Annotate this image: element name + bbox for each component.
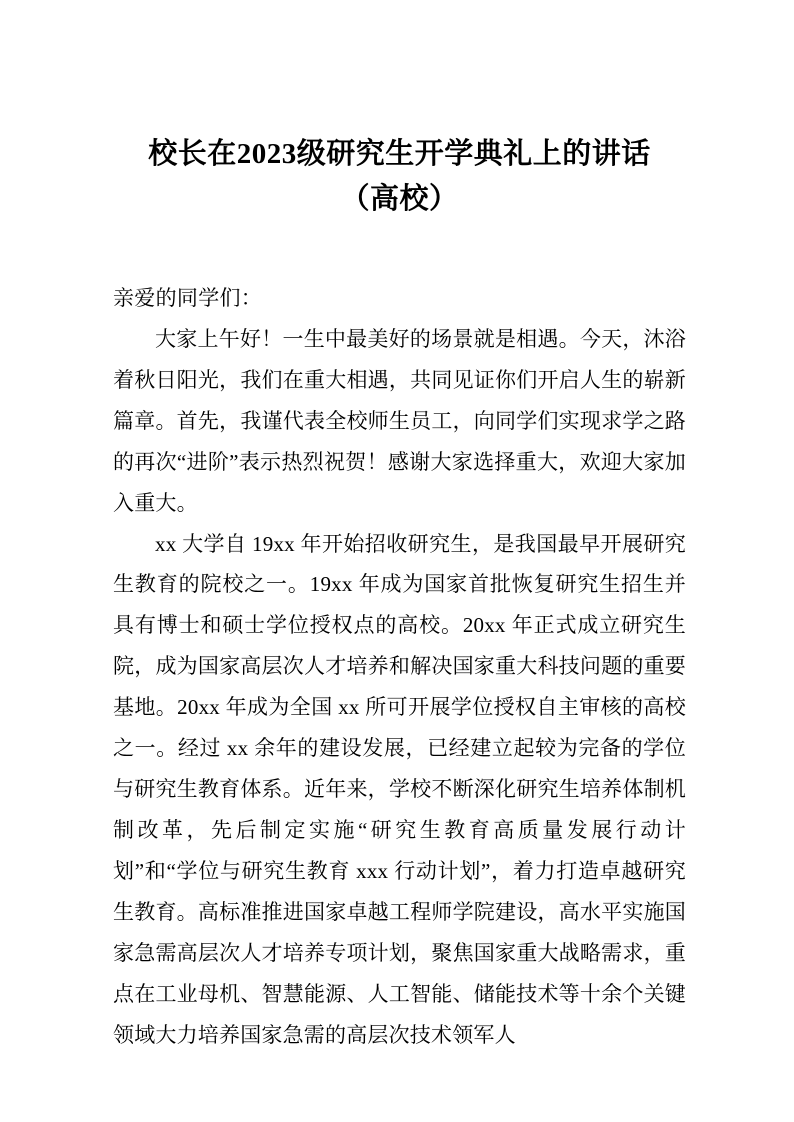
title-spacer [113, 222, 686, 278]
body-paragraph-1: 大家上午好！一生中最美好的场景就是相遇。今天，沐浴着秋日阳光，我们在重大相遇，共同见证你们开启人生的崭新篇章。首先，我谨代表全校师生员工，向同学们实现求学之路的再次“进阶”表示热烈祝贺！感谢大家选择重大，欢迎大家加入重大。 [113, 326, 686, 515]
salutation: 亲爱的同学们： [113, 285, 263, 310]
page-title [113, 118, 686, 222]
body-paragraph-2: xx 大学自 19xx 年开始招收研究生，是我国最早开展研究生教育的院校之一。19xx 年成为国家首批恢复研究生招生并具有博士和硕士学位授权点的高校。20xx 年正式成立研究生院，成为国家高层次人才培养和解决国家重大科技问题的重要基地。20xx 年成为全国 xx 所可开展学位授权自主审核的高校之一。经过 xx 余年的建设发展，已经建立起较为完备的学位与研究生教育体系。近年来，学校不断深化研究生培养体制机制改革，先后制定实施“研究生教育高质量发展行动计划”和“学位与研究生教育 xxx 行动计划”，着力打造卓越研究生教育。高标准推进国家卓越工程师学院建设，高水平实施国家急需高层次人才培养专项计划，聚焦国家重大战略需求，重点在工业母机、智慧能源、人工智能、储能技术等十余个关键领域大力培养国家急需的高层次技术领军人 [113, 531, 686, 1047]
page-title-line-1: 校长在2023级研究生开学典礼上的讲话 [148, 138, 651, 170]
page-title-line-2: （高校） [340, 182, 459, 215]
